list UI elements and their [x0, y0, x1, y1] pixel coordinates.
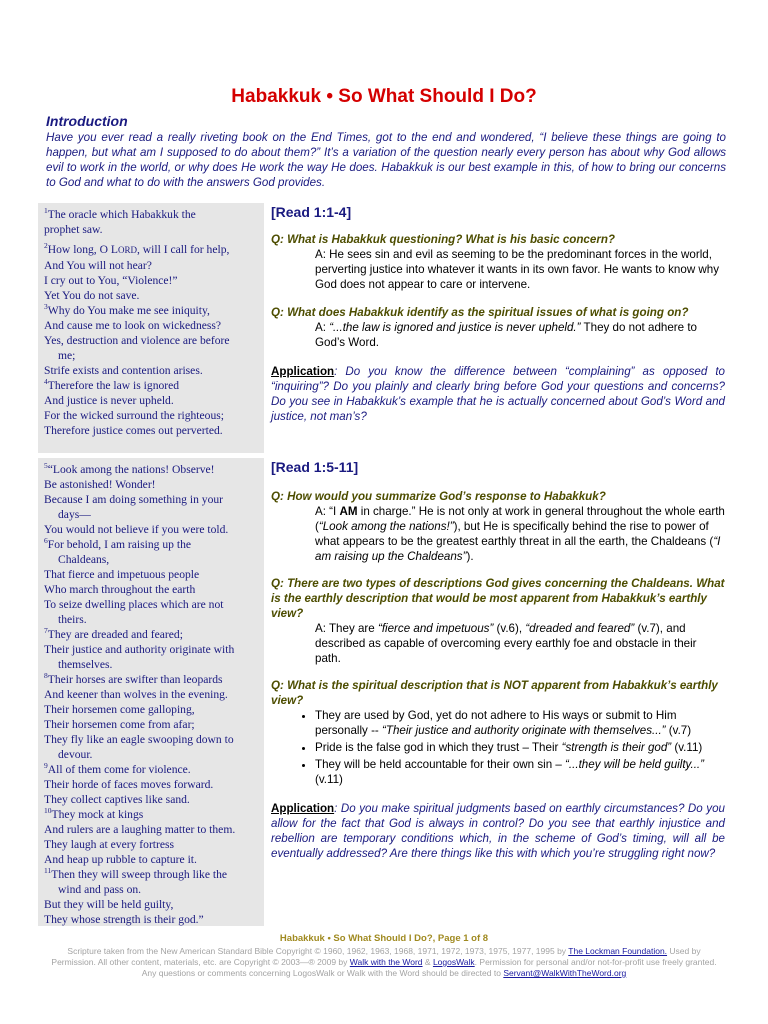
lockman-link[interactable]: The Lockman Foundation.: [568, 946, 668, 956]
answer: A: He sees sin and evil as seeming to be the predominant forces in the world, perverting justice into whatever it wants in its own favor. He wants to know why God does not appear to care or intervene.: [315, 248, 720, 291]
scripture-line: $^5$“Look among the nations! Observe!: [44, 461, 215, 476]
email-link[interactable]: Servant@WalkWithTheWord.org: [503, 968, 627, 978]
scripture-line: And keener than wolves in the evening.: [44, 688, 228, 701]
scripture-line: Their horsemen come galloping,: [44, 703, 195, 716]
bullet-list: [271, 708, 725, 787]
scripture-line: $^2$How long, O LORD, will I call for help,: [44, 241, 230, 256]
scripture-box-1-1-4: [38, 203, 264, 453]
list-item: • They will be held accountable for their own sin – “...they will be held guilty...” (v.11): [315, 757, 725, 787]
verse-number: 1: [44, 206, 48, 216]
verse-number: 2: [44, 241, 48, 251]
verse-number: 8: [44, 671, 48, 681]
scripture-line: For the wicked surround the righteous;: [44, 409, 224, 422]
scripture-line: days—: [58, 508, 91, 521]
scripture-line: And rulers are a laughing matter to them.: [44, 823, 236, 836]
answer: A: “I AM in charge.” He is not only at work in general throughout the whole earth (“Look among the nations!”), but He is specifically behind the rise to power of what appears to be the greatest earthly threat in all the earth, the Chaldeans (“I am raising up the Chaldeans”).: [315, 505, 725, 563]
intro-heading: Introduction: [46, 113, 128, 129]
scripture-line: theirs.: [58, 613, 87, 626]
scripture-line: And justice is never upheld.: [44, 394, 174, 407]
application-label: Application: [271, 802, 335, 815]
scripture-line: Therefore justice comes out perverted.: [44, 424, 223, 437]
scripture-line: I cry out to You, “Violence!”: [44, 274, 178, 287]
list-item: • They are used by God, yet do not adhere to His ways or submit to Him personally -- “Their justice and authority originate with themselves...” (v.7): [315, 708, 725, 738]
section-read-1-1-4: [271, 205, 725, 424]
scripture-line: You would not believe if you were told.: [44, 523, 229, 536]
scripture-line: $^3$Why do You make me see iniquity,: [44, 302, 210, 317]
answer: A: They are “fierce and impetuous” (v.6), “dreaded and feared” (v.7), and described as capable of overcoming every earthly foe and obstacle in their path.: [315, 622, 697, 665]
scripture-line: That fierce and impetuous people: [44, 568, 200, 581]
scripture-line: To seize dwelling places which are not: [44, 598, 224, 611]
application-label: Application: [271, 365, 335, 378]
scripture-line: They laugh at every fortress: [44, 838, 175, 851]
logoswalk-link[interactable]: LogosWalk: [432, 957, 475, 967]
page-title: Habakkuk • So What Should I Do?: [231, 86, 537, 107]
scripture-line: And cause me to look on wickedness?: [44, 319, 222, 332]
scripture-line: $^6$For behold, I am raising up the: [44, 536, 192, 551]
scripture-line: And heap up rubble to capture it.: [44, 853, 197, 866]
application-paragraph: Application: Do you know the difference between “complaining” as opposed to “inquiring”? Do you plainly and clearly bring before God your questions and concerns? Do you see in Habakkuk’s example that he is actually concerned about God’s Word and justice, not man’s?: [271, 365, 725, 423]
scripture-line: $^{10}$They mock at kings: [44, 806, 144, 821]
question: Q: How would you summarize God’s response to Habakkuk?: [271, 490, 606, 503]
section-read-1-5-11: [271, 460, 725, 861]
scripture-line: And You will not hear?: [44, 259, 152, 272]
scripture-line: They whose strength is their god.”: [44, 913, 204, 926]
question: Q: What does Habakkuk identify as the spiritual issues of what is going on?: [271, 306, 689, 319]
scripture-line: $^1$The oracle which Habakkuk the: [44, 206, 196, 221]
question: Q: There are two types of descriptions God gives concerning the Chaldeans. What is the earthly description that would be most apparent from Habakkuk’s earthly view?: [271, 577, 725, 620]
scripture-line: Yes, destruction and violence are before: [44, 334, 230, 347]
scripture-line: But they will be held guilty,: [44, 898, 174, 911]
scripture-line: Strife exists and contention arises.: [44, 364, 203, 377]
scripture-line: Who march throughout the earth: [44, 583, 196, 596]
application-paragraph: Application: Do you make spiritual judgments based on earthly circumstances? Do you allow for the fact that God is always in control? Do you see that earthly injustice and rebellion are temporary conditions which, in the scheme of God’s timing, will all be eventually addressed? Are there things like this with which you’re struggling right now?: [271, 802, 725, 860]
scripture-line: $^8$Their horses are swifter than leopards: [44, 671, 223, 686]
answer: A: “...the law is ignored and justice is never upheld.” They do not adhere to God’s Word.: [315, 321, 697, 349]
footer-copyright: Scripture taken from the New American Standard Bible Copyright © 1960, 1962, 1963, 1968, 1971, 1972, 1973, 1975, 1977, 1995 by The Lockman Foundation. Used by Permission. All other content, materials, etc. are Copyright © 2003—® 2009 by Walk with the Word & LogosWalk. Permission for personal and/or not-for-profit use freely granted. Any questions or comments concerning LogosWalk or Walk with the Word should be directed to Servant@WalkWithTheWord.org: [51, 946, 717, 978]
scripture-line: themselves.: [58, 658, 113, 671]
verse-number: 4: [44, 377, 48, 387]
scripture-line: They fly like an eagle swooping down to: [44, 733, 234, 746]
verse-number: 11: [44, 866, 52, 876]
scripture-line: Be astonished! Wonder!: [44, 478, 156, 491]
verse-number: 6: [44, 536, 48, 546]
scripture-line: devour.: [58, 748, 93, 761]
read-reference: [Read 1:5-11]: [271, 459, 359, 475]
scripture-line: me;: [58, 349, 76, 362]
list-item: • Pride is the false god in which they trust – Their “strength is their god” (v.11): [315, 740, 725, 755]
scripture-line: wind and pass on.: [58, 883, 142, 896]
question: Q: What is Habakkuk questioning? What is his basic concern?: [271, 233, 616, 246]
scripture-line: Yet You do not save.: [44, 289, 140, 302]
scripture-line: Their horde of faces moves forward.: [44, 778, 214, 791]
scripture-line: Their justice and authority originate with: [44, 643, 235, 656]
scripture-line: Their horsemen come from afar;: [44, 718, 195, 731]
scripture-line: Because I am doing something in your: [44, 493, 224, 506]
read-reference: [Read 1:1-4]: [271, 204, 352, 220]
scripture-line: $^9$All of them come for violence.: [44, 761, 191, 776]
footer-page-title: Habakkuk • So What Should I Do?, Page 1 of 8: [279, 933, 489, 944]
verse-number: 10: [44, 806, 52, 816]
walk-with-the-word-link[interactable]: Walk with the Word: [349, 957, 423, 967]
scripture-line: $^4$Therefore the law is ignored: [44, 377, 180, 392]
scripture-line: Chaldeans,: [58, 553, 110, 566]
scripture-box-1-5-11: [38, 458, 264, 926]
verse-number: 7: [44, 626, 48, 636]
scripture-line: prophet saw.: [44, 223, 103, 236]
verse-number: 3: [44, 302, 48, 312]
scripture-line: $^7$They are dreaded and feared;: [44, 626, 183, 641]
verse-number: 9: [44, 761, 48, 771]
question: Q: What is the spiritual description that is NOT apparent from Habakkuk’s earthly view?: [271, 679, 718, 707]
scripture-line: They collect captives like sand.: [44, 793, 190, 806]
intro-paragraph: Have you ever read a really riveting book on the End Times, got to the end and wondered, “I believe these things are going to happen, but what am I supposed to do about them?” It’s a variation of the question nearly every person has about why God allows evil to work in the world, or why does He work the way He does. Habakkuk is our best example in this, of how to bring our concerns to God and what to do with the answers God provides.: [46, 131, 726, 189]
verse-number: 5: [44, 461, 48, 471]
scripture-line: $^{11}$Then they will sweep through like the: [44, 866, 228, 881]
